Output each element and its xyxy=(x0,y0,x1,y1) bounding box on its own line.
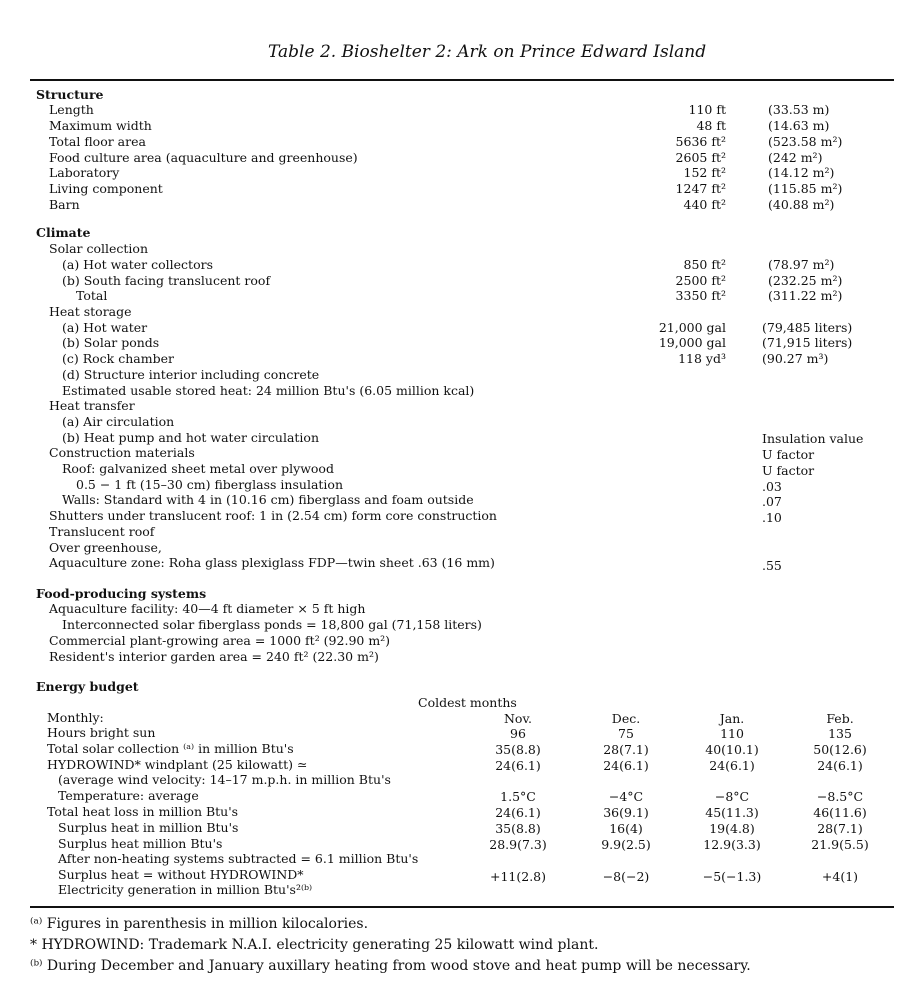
structure-imperial-value: 2605 ft² xyxy=(675,150,726,165)
energy-row-label: (average wind velocity: 14–17 m.p.h. in million Btu's xyxy=(58,772,391,787)
energy-value-dec: 28(7.1) xyxy=(603,742,649,757)
energy-value-nov: 1.5°C xyxy=(500,789,536,804)
food-line: Commercial plant-growing area = 1000 ft² (92.90 m²) xyxy=(49,633,391,648)
section-heading-climate: Climate xyxy=(36,225,91,240)
storage-row-label: (a) Hot water xyxy=(62,320,148,335)
energy-value-dec: 16(4) xyxy=(609,821,643,836)
structure-imperial-value: 152 ft² xyxy=(683,165,726,180)
table-title: Table 2. Bioshelter 2: Ark on Prince Edward Island xyxy=(268,42,707,62)
storage-imperial-value: 19,000 gal xyxy=(658,335,726,350)
solar-imperial-value: 2500 ft² xyxy=(675,273,726,288)
structure-label-floor: Total floor area xyxy=(49,134,146,149)
monthly-label: Monthly: xyxy=(47,710,104,725)
energy-row-label: After non-heating systems subtracted = 6.1 million Btu's xyxy=(58,851,419,866)
u-factor-label: U factor xyxy=(762,447,815,462)
energy-value-feb: 21.9(5.5) xyxy=(811,837,869,852)
shutters-line: Shutters under translucent roof: 1 in (2.54 cm) form core construction xyxy=(49,508,497,523)
energy-value-jan: 40(10.1) xyxy=(705,742,759,757)
structure-imperial-value: 110 ft xyxy=(688,102,726,117)
aquaculture-zone-line: Aquaculture zone: Roha glass plexiglass FDP—twin sheet .63 (16 mm) xyxy=(49,555,495,570)
structure-label-length: Length xyxy=(49,102,94,117)
storage-row-label: (d) Structure interior including concrete xyxy=(62,367,320,382)
energy-value-nov: +11(2.8) xyxy=(489,869,546,884)
energy-value-dec: −8(−2) xyxy=(602,869,650,884)
food-line: Resident's interior garden area = 240 ft² (22.30 m²) xyxy=(49,649,379,664)
solar-metric-value: (232.25 m²) xyxy=(768,273,843,288)
energy-value-jan: 24(6.1) xyxy=(709,758,755,773)
fiberglass-line: 0.5 − 1 ft (15–30 cm) fiberglass insulation xyxy=(76,477,343,492)
footnote-a: ⁽ᵃ⁾ Figures in parenthesis in million kilocalories. xyxy=(30,916,369,932)
insulation-value-header: Insulation value xyxy=(762,431,864,446)
heat-transfer-label: Heat transfer xyxy=(49,398,135,413)
transfer-b-label: (b) Heat pump and hot water circulation xyxy=(62,430,320,445)
solar-row-label: (a) Hot water collectors xyxy=(62,257,213,272)
energy-value-jan: 110 xyxy=(720,726,744,741)
walls-line: Walls: Standard with 4 in (10.16 cm) fiberglass and foam outside xyxy=(62,492,474,507)
solar-metric-value: (311.22 m²) xyxy=(768,288,843,303)
energy-value-jan: 12.9(3.3) xyxy=(703,837,761,852)
solar-row-label: Total xyxy=(76,288,108,303)
energy-value-feb: +4(1) xyxy=(821,869,859,884)
structure-metric-value: (14.63 m) xyxy=(768,118,830,133)
solar-metric-value: (78.97 m²) xyxy=(768,257,835,272)
energy-row-label: HYDROWIND* windplant (25 kilowatt) ≃ xyxy=(47,757,308,772)
solar-imperial-value: 850 ft² xyxy=(683,257,726,272)
energy-row-label: Surplus heat in million Btu's xyxy=(58,820,239,835)
stored-heat-line: Estimated usable stored heat: 24 million Btu's (6.05 million kcal) xyxy=(62,383,475,398)
structure-imperial-value: 5636 ft² xyxy=(675,134,726,149)
energy-row-label: Total heat loss in million Btu's xyxy=(47,804,239,819)
top-rule xyxy=(30,79,894,81)
u-value: .07 xyxy=(762,494,782,509)
energy-row-label: Electricity generation in million Btu's²⁽ᵇ⁾ xyxy=(58,882,313,897)
storage-imperial-value: 118 yd³ xyxy=(678,351,726,366)
heat-storage-label: Heat storage xyxy=(49,304,132,319)
solar-collection-label: Solar collection xyxy=(49,241,149,256)
construction-label: Construction materials xyxy=(49,445,195,460)
storage-row-label: (b) Solar ponds xyxy=(62,335,160,350)
energy-value-dec: −4°C xyxy=(608,789,644,804)
energy-value-dec: 36(9.1) xyxy=(603,805,649,820)
energy-row-label: Surplus heat = without HYDROWIND* xyxy=(58,867,304,882)
structure-label-food-culture: Food culture area (aquaculture and greenhouse) xyxy=(49,150,358,165)
structure-imperial-value: 48 ft xyxy=(696,118,726,133)
storage-metric-value: (79,485 liters) xyxy=(762,320,853,335)
structure-label-width: Maximum width xyxy=(49,118,152,133)
footnote-hydrowind: * HYDROWIND: Trademark N.A.I. electricity generating 25 kilowatt wind plant. xyxy=(30,937,599,953)
storage-metric-value: (90.27 m³) xyxy=(762,351,829,366)
food-line: Interconnected solar fiberglass ponds = 18,800 gal (71,158 liters) xyxy=(62,617,482,632)
transfer-a-label: (a) Air circulation xyxy=(62,414,175,429)
energy-value-feb: 50(12.6) xyxy=(813,742,867,757)
structure-label-barn: Barn xyxy=(49,197,80,212)
energy-value-feb: −8.5°C xyxy=(816,789,864,804)
coldest-months-header: Coldest months xyxy=(418,695,517,710)
structure-metric-value: (40.88 m²) xyxy=(768,197,835,212)
energy-value-jan: −8°C xyxy=(714,789,750,804)
month-header-feb: Feb. xyxy=(826,711,854,726)
structure-label-laboratory: Laboratory xyxy=(49,165,120,180)
energy-value-nov: 35(8.8) xyxy=(495,821,541,836)
energy-row-label: Total solar collection ⁽ᵃ⁾ in million Btu's xyxy=(47,741,294,756)
energy-row-label: Surplus heat million Btu's xyxy=(58,836,223,851)
energy-value-feb: 28(7.1) xyxy=(817,821,863,836)
over-greenhouse-label: Over greenhouse, xyxy=(49,540,162,555)
energy-row-label: Hours bright sun xyxy=(47,725,156,740)
solar-row-label: (b) South facing translucent roof xyxy=(62,273,271,288)
storage-imperial-value: 21,000 gal xyxy=(658,320,726,335)
energy-value-jan: 45(11.3) xyxy=(705,805,759,820)
energy-value-nov: 24(6.1) xyxy=(495,805,541,820)
structure-metric-value: (523.58 m²) xyxy=(768,134,843,149)
structure-metric-value: (115.85 m²) xyxy=(768,181,843,196)
storage-row-label: (c) Rock chamber xyxy=(62,351,174,366)
u-value: .10 xyxy=(762,510,782,525)
energy-value-dec: 24(6.1) xyxy=(603,758,649,773)
energy-row-label: Temperature: average xyxy=(58,788,199,803)
energy-value-nov: 24(6.1) xyxy=(495,758,541,773)
structure-label-living: Living component xyxy=(49,181,163,196)
structure-metric-value: (14.12 m²) xyxy=(768,165,835,180)
food-line: Aquaculture facility: 40—4 ft diameter × 5 ft high xyxy=(49,601,366,616)
energy-value-nov: 35(8.8) xyxy=(495,742,541,757)
storage-metric-value: (71,915 liters) xyxy=(762,335,853,350)
bottom-rule xyxy=(30,906,894,908)
section-heading-food: Food-producing systems xyxy=(36,586,207,601)
footnote-b: ⁽ᵇ⁾ During December and January auxillary heating from wood stove and heat pump will be necessary. xyxy=(30,958,751,974)
solar-imperial-value: 3350 ft² xyxy=(675,288,726,303)
u-factor-label: U factor xyxy=(762,463,815,478)
u-value: .55 xyxy=(762,558,782,573)
energy-value-nov: 28.9(7.3) xyxy=(489,837,547,852)
section-heading-energy: Energy budget xyxy=(36,679,139,694)
energy-value-dec: 75 xyxy=(618,726,634,741)
energy-value-nov: 96 xyxy=(510,726,526,741)
month-header-jan: Jan. xyxy=(719,711,745,726)
u-value: .03 xyxy=(762,479,782,494)
energy-value-jan: 19(4.8) xyxy=(709,821,755,836)
energy-value-jan: −5(−1.3) xyxy=(702,869,762,884)
structure-metric-value: (33.53 m) xyxy=(768,102,830,117)
structure-imperial-value: 440 ft² xyxy=(683,197,726,212)
roof-line: Roof: galvanized sheet metal over plywood xyxy=(62,461,334,476)
structure-imperial-value: 1247 ft² xyxy=(675,181,726,196)
energy-value-feb: 24(6.1) xyxy=(817,758,863,773)
month-header-dec: Dec. xyxy=(611,711,641,726)
structure-metric-value: (242 m²) xyxy=(768,150,823,165)
energy-value-feb: 135 xyxy=(828,726,852,741)
energy-value-dec: 9.9(2.5) xyxy=(601,837,651,852)
energy-value-feb: 46(11.6) xyxy=(813,805,867,820)
translucent-roof-label: Translucent roof xyxy=(49,524,155,539)
month-header-nov: Nov. xyxy=(503,711,532,726)
section-heading-structure: Structure xyxy=(36,87,104,102)
